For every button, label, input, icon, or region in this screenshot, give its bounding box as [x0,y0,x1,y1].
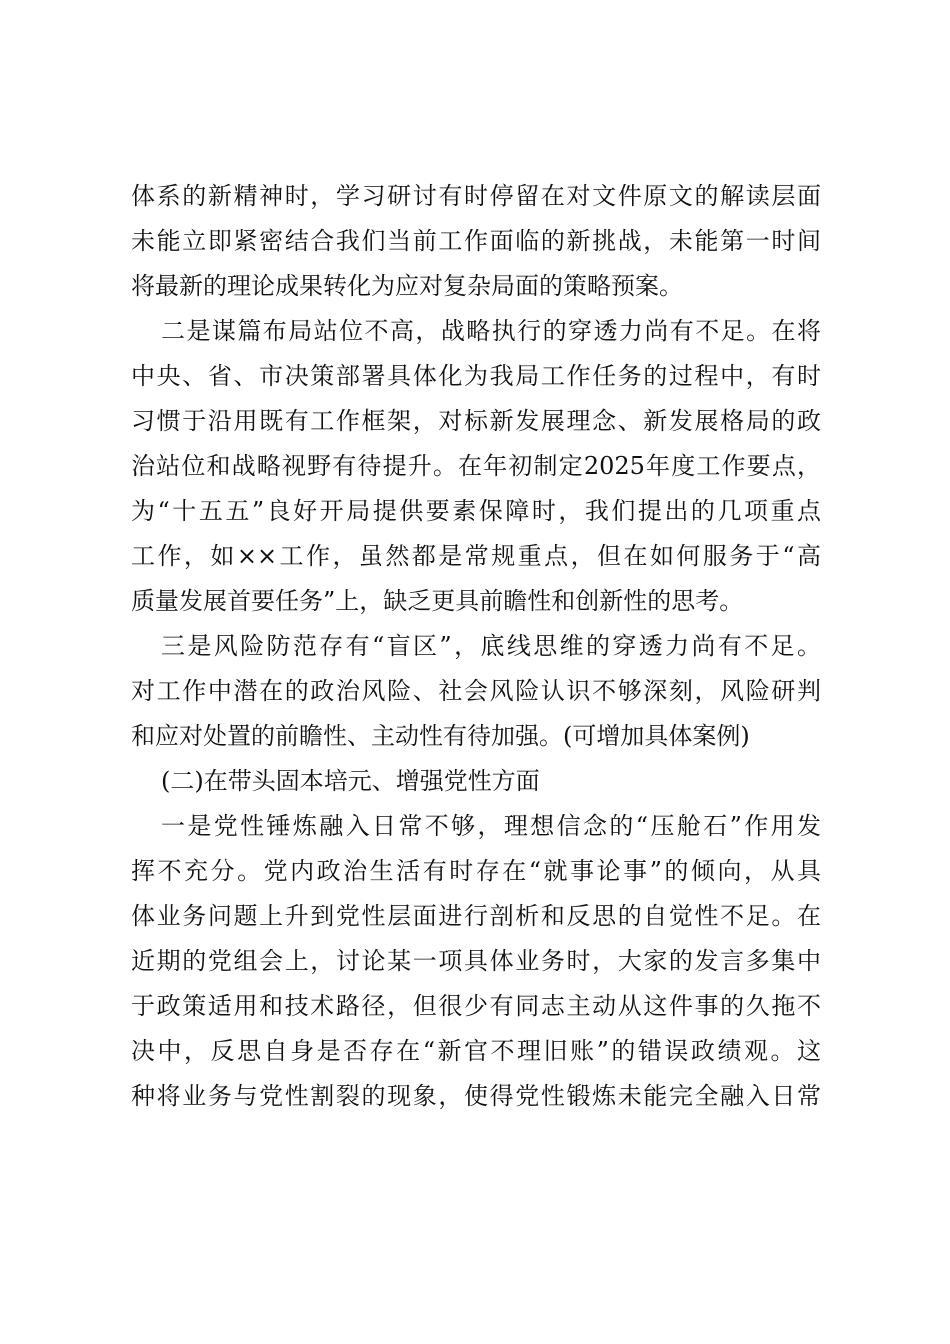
text-line-10: 质量发展首要任务”上，缺乏更具前瞻性和创新性的思考。 [131,587,744,615]
text-line-7: 治站位和战略视野有待提升。在年初制定2025年度工作要点， [131,452,821,480]
paragraph-start-4: 一是党性锤炼融入日常不够，理想信念的“压舱石”作用发 [161,812,821,840]
text-line-20: 决中，反思自身是否存在“新官不理旧账”的错误政绩观。这 [131,1037,821,1065]
text-line-19: 于政策适用和技术路径，但很少有同志主动从这件事的久拖不 [131,992,821,1020]
text-line-13: 和应对处置的前瞻性、主动性有待加强。(可增加具体案例) [131,722,750,750]
text-line-3: 将最新的理论成果转化为应对复杂局面的策略预案。 [131,272,683,300]
text-line-18: 近期的党组会上，讨论某一项具体业务时，大家的发言多集中 [131,947,821,975]
paragraph-start-3: 三是风险防范存有“盲区”，底线思维的穿透力尚有不足。 [161,632,821,660]
text-line-17: 体业务问题上升到党性层面进行剖析和反思的自觉性不足。在 [131,902,821,930]
text-line-16: 挥不充分。党内政治生活有时存在“就事论事”的倾向，从具 [131,857,821,885]
text-line-9: 工作，如××工作，虽然都是常规重点，但在如何服务于“高 [131,542,821,570]
text-line-2: 未能立即紧密结合我们当前工作面临的新挑战，未能第一时间 [131,227,821,255]
text-line-8: 为“十五五”良好开局提供要素保障时，我们提出的几项重点 [131,497,821,525]
text-line-1: 体系的新精神时，学习研讨有时停留在对文件原文的解读层面 [131,182,821,210]
paragraph-start-2: 二是谋篇布局站位不高，战略执行的穿透力尚有不足。在将 [161,317,821,345]
text-line-5: 中央、省、市决策部署具体化为我局工作任务的过程中，有时 [131,362,821,390]
section-heading: (二)在带头固本培元、增强党性方面 [161,767,540,795]
text-line-6: 习惯于沿用既有工作框架，对标新发展理念、新发展格局的政 [131,407,821,435]
text-line-21: 种将业务与党性割裂的现象，使得党性锻炼未能完全融入日常 [131,1082,821,1110]
text-line-12: 对工作中潜在的政治风险、社会风险认识不够深刻，风险研判 [131,677,821,705]
